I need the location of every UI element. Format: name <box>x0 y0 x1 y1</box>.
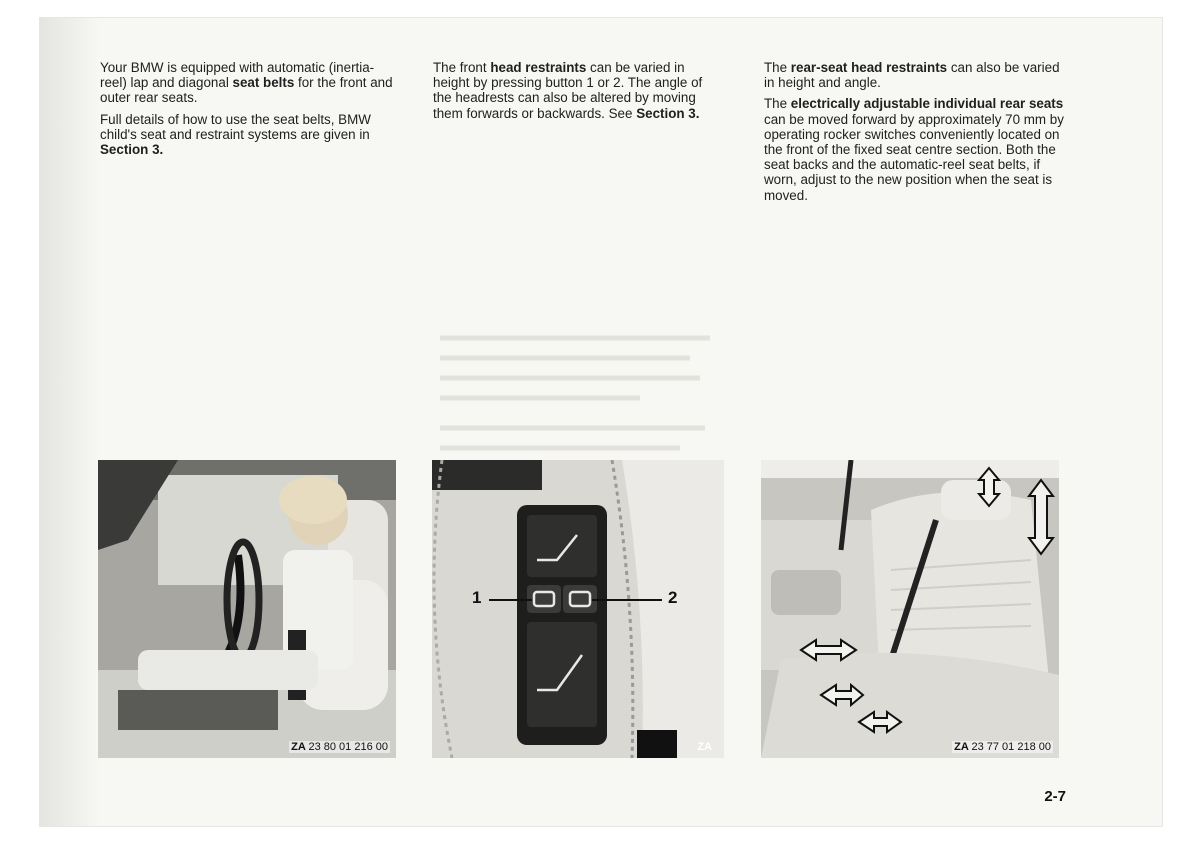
text-run: The <box>764 60 791 75</box>
text-run: can also be varied in height and angle. <box>764 60 1060 91</box>
text-column-2 <box>433 60 723 127</box>
bold-term: seat belts <box>232 75 295 91</box>
driver-photo-illustration <box>98 460 396 758</box>
bold-term: head restraints <box>490 60 587 75</box>
figure-driver-seat-belt <box>98 460 396 758</box>
bleed-through-texture <box>440 318 740 482</box>
switch-panel-illustration <box>432 460 724 758</box>
figure-code-number: 23 77 01 218 00 <box>971 741 1051 753</box>
paragraph-seat-belts <box>100 60 400 106</box>
bold-term: rear-seat head restraints <box>790 60 948 75</box>
figure-code-3 <box>952 741 1053 753</box>
callout-label-2: 2 <box>668 588 678 607</box>
paragraph-rear-head-restraints <box>764 60 1069 90</box>
figure-seat-switches <box>432 460 724 758</box>
text-run: The <box>764 96 791 112</box>
text-run: Full details of how to use the seat belts, BMW child's seat and restraint systems are given in <box>100 111 371 142</box>
figure-code-prefix: ZA <box>291 741 306 753</box>
text-run: The front <box>433 60 491 75</box>
paragraph-rear-seats <box>764 96 1069 202</box>
figure-code-number: 23 80 01 216 00 <box>308 741 388 753</box>
page-number: 2-7 <box>1044 788 1066 805</box>
paragraph-seat-belts-details <box>100 112 400 158</box>
text-run: Your BMW is equipped with automatic (inertia-reel) lap and diagonal <box>100 60 375 91</box>
manual-page <box>40 18 1162 826</box>
page-gutter-shadow <box>40 18 100 826</box>
bold-term: electrically adjustable individual rear seats <box>790 96 1064 112</box>
bold-term: Section 3. <box>636 105 700 121</box>
paragraph-head-restraints <box>433 60 723 121</box>
text-run: can be varied in height by pressing button 1 or 2. The angle of the headrests can also be altered by moving them forwards or backwards. See <box>433 60 703 121</box>
figure-code-2: ZA <box>697 741 712 753</box>
figure-code-1 <box>289 741 390 753</box>
rear-seats-illustration <box>761 460 1059 758</box>
text-run: for the front and outer rear seats. <box>100 75 393 106</box>
bold-term: Section 3. <box>100 142 164 158</box>
figure-rear-seats <box>761 460 1059 758</box>
callout-label-1: 1 <box>472 588 482 607</box>
figure-code-prefix: ZA <box>954 741 969 753</box>
text-run: can be moved forward by approximately 70 mm by operating rocker switches conveniently located on the front of the fixed seat centre section. Both the seat backs and the automatic-reel seat belts, if worn, adjust to the new position when the seat is moved. <box>764 111 1064 203</box>
text-column-3 <box>764 60 1069 209</box>
text-column-1 <box>100 60 400 163</box>
bleed-through-lines <box>440 318 740 478</box>
